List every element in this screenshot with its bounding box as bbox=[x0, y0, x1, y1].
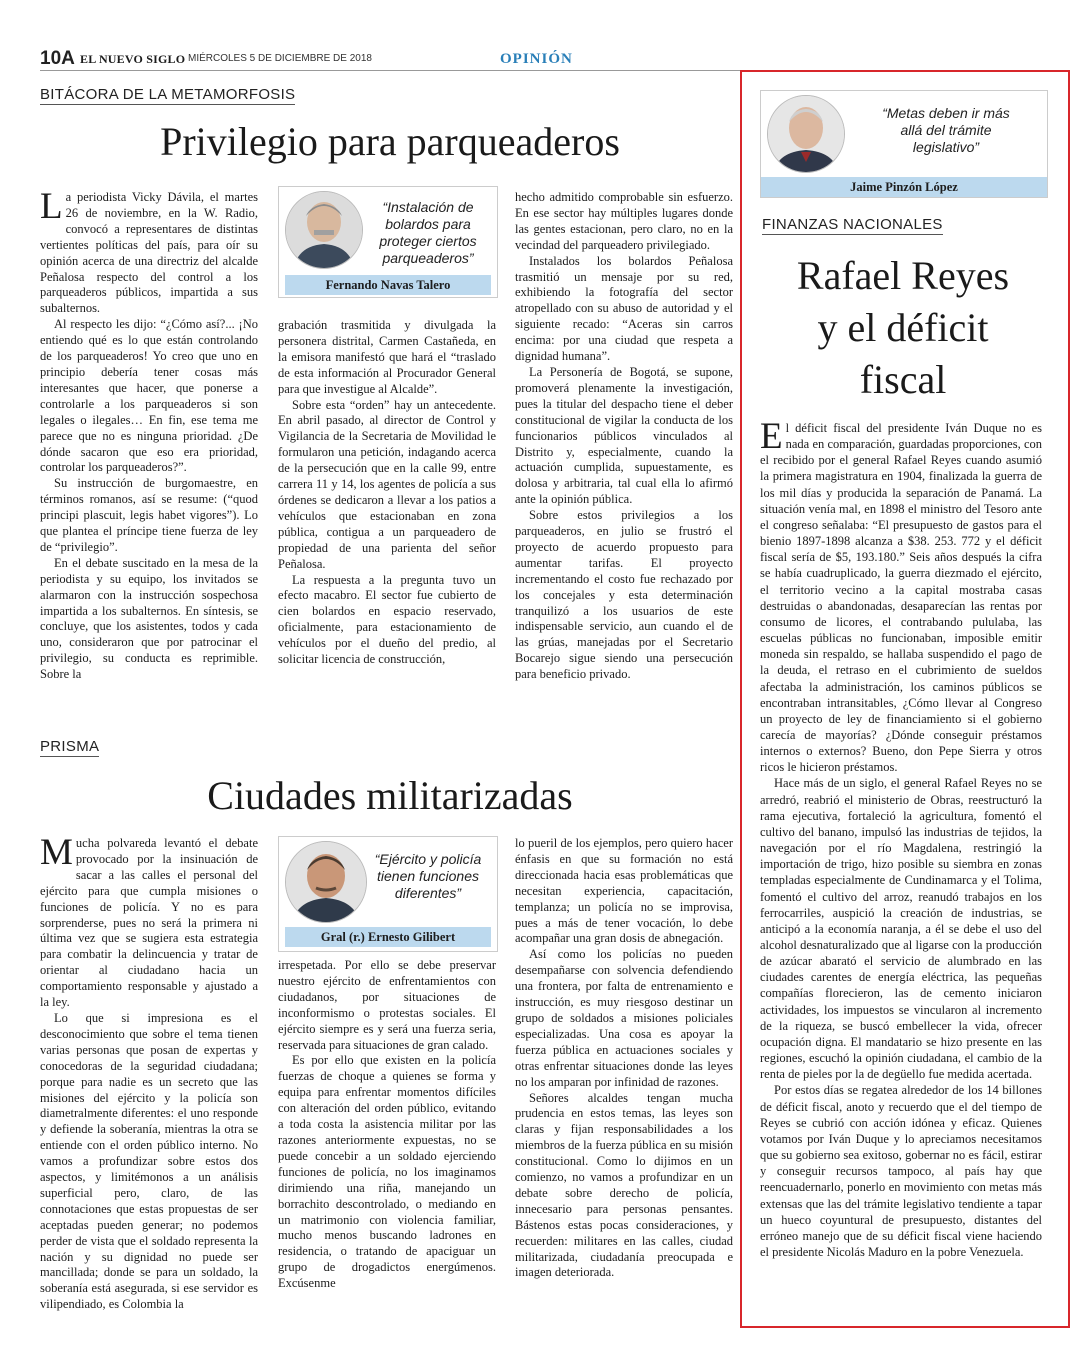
paragraph: Al respecto les dijo: “¿Cómo así?... ¡No entiendo qué es lo que están controlando de los parqueaderos! Yo creo que uno en principio debería tener cosas más interesantes que hacer, que ponerse a controlarle a los parqueaderos si son legales o ilegales… En fin, ese tema me parece que no es ninguna prioridad. ¿De dónde sacaron que eso era prioridad, controlar los parqueaderos?”. bbox=[40, 317, 258, 475]
article3-quote: “Metas deben ir más allá del trámite legislativo” bbox=[882, 105, 1010, 155]
paragraph: La respuesta a la pregunta tuvo un efecto macabro. El sector fue cubierto de cien bolardos en espacio reservado, oficialmente, para estacionamiento de vehículos por el dueño del predio, al solicitar licencia de construcción, bbox=[278, 572, 496, 667]
article1-column-3 bbox=[515, 190, 733, 683]
section-label: OPINIÓN bbox=[500, 51, 573, 67]
paragraph: En el debate suscitado en la mesa de la periodista y su equipo, los invitados se alarmaron con la instrucción sospechosa impartida a los subalternos. En síntesis, se concluye, que los asistentes, todos y cada uno, consideraron que por patrocinar el privilegio, su conducta es reprimible. Sobre la bbox=[40, 555, 258, 682]
article3-title-line: fiscal bbox=[859, 357, 947, 402]
dropcap: L bbox=[40, 186, 63, 227]
article2-column-2 bbox=[278, 958, 496, 1292]
newspaper-name: EL NUEVO SIGLO bbox=[80, 52, 186, 66]
article3-title bbox=[760, 250, 1046, 406]
paragraph: grabación trasmitida y divulgada la personera distrital, Carmen Castañeda, en la emisora manifestó que hará el “traslado de esta información al Procurador General para que investigue al Alcalde”. bbox=[278, 318, 496, 396]
paragraph: Lo que si impresiona es el desconocimiento que sobre el tema tienen varias personas que posan de expertas y conocedoras de la seguridad ciudadana; porque para nadie es un secreto que las misiones del ejército y la policía son diametralmente diferentes: el uno responde y defiende la soberanía, mientras la otra se entiende con el orden público interno. No vamos a profundizar sobre estos dos aspectos, y limitémonos a un análisis superficial pero, claro, de las connotaciones que estas propuestas de ser aceptadas pueden generar; no podemos perder de vista que el soldado representa la nación y su dignidad no puede ser mancillada; donde se para un soldado, la soberanía está asegurada, si ese servidor es vilipendiado, es Colombia la bbox=[40, 1010, 258, 1312]
article1-quote-box bbox=[278, 186, 498, 298]
paragraph: a periodista Vicky Dávila, el martes 26 de noviembre, en la W. Radio, convocó a representares de distintas vertientes políticas del país, para oír su opinión acerca de una directriz del alcalde Peñalosa respecto del control a los parqueaderos públicos, impartida a sus subalternos. bbox=[40, 190, 258, 316]
article1-author: Fernando Navas Talero bbox=[285, 275, 491, 295]
paragraph: irrespetada. Por ello se debe preservar nuestro ejército de enfrentamientos con ciudadanos, por situaciones de inconformismo o protestas sociales. El ejército siempre es y será una fuerza seria, reservada para situaciones de gran calado. bbox=[278, 958, 496, 1052]
paragraph: Por estos días se regatea alrededor de los 14 billones de déficit fiscal, anoto y recuerdo que el del tiempo de Reyes se cubrió con acción idónea y eficaz. Quienes votamos por Iván Duque y lo apreciamos necesitamos que su gobierno sea exitoso, gobernar no es fácil, estirar y conseguir recursos tampoco, al país hay que reencuadernarlo, ponerlo en movimiento con metas más extensas que las del trámite legislativo tendiente a tapar un hueco coyuntural de presupuesto, distantes del erróneo manejo que de su déficit fiscal viene haciendo el presidente Nicolás Maduro en la pobre Venezuela. bbox=[760, 1083, 1042, 1259]
paragraph: hecho admitido comprobable sin esfuerzo. En ese sector hay múltiples lugares donde las gentes estacionan, pero claro, no en la vecindad del parqueadero privilegiado. bbox=[515, 190, 733, 252]
portrait-ernesto-gilibert-icon bbox=[285, 841, 367, 923]
paragraph: La Personería de Bogotá, se supone, promoverá plenamente la investigación, pues la titular del despacho tiene el deber constitucional de vigilar la conducta de los funcionarios públicos vinculados al Distrito y, especialmente, cuando la actuación cumplida, supuestamente, es dolosa y arbitraria, tal cual ella lo afirmó ante la opinión pública. bbox=[515, 364, 733, 507]
article1-quote: “Instalación de bolardos para proteger ciertos parqueaderos” bbox=[379, 199, 477, 266]
portrait-jaime-pinzon-icon bbox=[767, 95, 845, 173]
article2-column-3 bbox=[515, 836, 733, 1281]
page-header bbox=[40, 48, 1070, 72]
paragraph: Instalados los bolardos Peñalosa trasmitió un mensaje por su red, exhibiendo la fotografía del sector atropellado con su abuso de autoridad y el siguiente recado: “Aceras sin carros encima: por una ciudad que respeta a dignidad humana”. bbox=[515, 253, 733, 364]
paragraph: Su instrucción de burgomaestre, en términos romanos, así se resume: (“quod principi plascuit, legis habet vigores”). Lo que plantea el príncipe tiene fuerza de ley de “privilegio”. bbox=[40, 476, 258, 554]
paragraph: Sobre esta “orden” hay un antecedente. En abril pasado, al director de Control y Vigilancia de la Secretaria de Movilidad le formularon una petición, indagando acerca de la persecución que en la calle 99, entre carrera 11 y 14, los agentes de policía a sus órdenes se dedicaron a llevar a los patios a vehículos que estacionaban en zona pública, contigua a un parqueadero de propiedad de una parienta del señor Peñalosa. bbox=[278, 397, 496, 571]
article2-quote: “Ejército y policía tienen funciones diferentes” bbox=[374, 851, 482, 901]
paragraph: Hace más de un siglo, el general Rafael Reyes no se arredró, reabrió el ministerio de Obras, reestructuró la rama ejecutiva, fortaleció la agricultura, fomentó el cultivo del banano, impulsó las industrias de tejidos, la navegación por el río Magdalena, restringió la importación de trigo, hizo posible su siembra en zonas templadas especialmente de Cundinamarca y el Tolima, fomentó el cultivo del arroz, reanudó trabajos en los ferrocarriles, auspició la creación de industrias, se anticipó a la economía naranja, a él se debe el uso del alcohol desnaturalizado que al ligarse con la producción de azúcar abarató el servicio de alumbrado en las ciudades carentes de energía eléctrica, las pequeñas compañías florecieron, las de cemento iniciaron actividades, los impuestos se vincularon al incremento de la riqueza, se buscó embellecer la vida, ofrecer ocupación digna. El mandatario se hizo presente en las regiones, escuchó la opinión ciudadana, el cambio de la renta de pieles por la de degüello fue medida acertada. bbox=[760, 776, 1042, 1082]
paragraph: Así como los policías no pueden desempañarse con solvencia defendiendo una frontera, por falta de entrenamiento e instrucción, es muy riesgoso destinar un grupo de soldados a misiones policiales especializadas. Una cosa es apoyar la fuerza pública en actuaciones sociales y otras enfrentar situaciones donde las leyes no los amparan por infinidad de razones. bbox=[515, 947, 733, 1089]
article1-kicker: BITÁCORA DE LA METAMORFOSIS bbox=[40, 86, 296, 103]
article3-author: Jaime Pinzón López bbox=[761, 177, 1047, 197]
article2-quote-box bbox=[278, 836, 498, 952]
article3-title-line: y el déficit bbox=[817, 305, 989, 350]
article2-kicker: PRISMA bbox=[40, 738, 100, 755]
paragraph: Es por ello que existen en la policía fuerzas de choque a quienes se forma y equipa para enfrentar momentos difíciles con alteración del orden público, evitando a toda costa la asistencia militar por las razones anteriormente expuestas, no se puede concebir a un soldado ejerciendo funciones de policía, no los imaginamos dirimiendo una riña, manejando un borrachito descontrolado, o mediando en un matrimonio con violencia familiar, mucho menos buscando ladrones en residencia, o tratando de apaciguar un grupo de drogadictos energúmenos. Excúsenme bbox=[278, 1053, 496, 1291]
article3-title-line: Rafael Reyes bbox=[796, 253, 1010, 298]
paragraph: lo pueril de los ejemplos, pero quiero hacer énfasis en que su formación no está direccionada hacia esas problemáticas que necesitan experiencia, capacitación, templanza; un policía no se improvisa, pues a más de tener vocación, lo debe acompañar una gran dosis de abnegación. bbox=[515, 836, 733, 946]
header-rule bbox=[40, 70, 740, 71]
dropcap: E bbox=[760, 416, 783, 457]
paragraph: ucha polvareda levantó el debate provocado por la insinuación de sacar a las calles el personal del ejército para que cumpla misiones o funciones de policía. Y no es para sorprenderse, pues no será la primera ni última vez que se sugiera esta estrategia para combatir la delincuencia y tratar de orientar al ciudadano hacia un comportamiento responsable y ajustado a la ley. bbox=[40, 836, 258, 1010]
article3-body bbox=[760, 416, 1042, 1260]
article2-title: Ciudades militarizadas bbox=[207, 773, 573, 818]
article3-kicker: FINANZAS NACIONALES bbox=[762, 216, 943, 233]
portrait-fernando-navas-icon bbox=[285, 191, 363, 269]
article3-quote-box bbox=[760, 90, 1048, 198]
article1-column-1 bbox=[40, 186, 258, 683]
paragraph: l déficit fiscal del presidente Iván Duque no es nada en comparación, guardadas proporciones, con el recibido por el general Rafael Reyes cuando asumió la primera magistratura en 1904, finalizada la guerra de los mil días y producida la separación de Panamá. La situación venía mal, en 1898 el ministro del Tesoro ante el congreso señalaba: “El presupuesto de gastos para el bienio 1897-1898 alcanza a $38. 253. 772 y el déficit fiscal sería de $5, 193.180.” Seis años después la cifra se había cuadruplicado, la guerra diezmado el ejército, el territorio vecino a la capital mostraba casas destruidas o abandonadas, desaparecían las rentas por consumo de licores, el contrabando pululaba, las escuelas públicas no funcionaban, imposible emitir moneda sin respaldo, se hallaba suspendido el pago de la deuda, el retraso en el cubrimiento de sueldos afectaba la administración, los caminos públicos se encontraban intransitables, ¿Cómo llevar al Congreso un proyecto de ley de financiamiento si el gobierno carecía de mayorías? ¿Dónde conseguir préstamos internos o externos? Bueno, don Pepe Sierra y otros ricos le hicieron préstamos. bbox=[760, 421, 1042, 775]
paragraph: Sobre estos privilegios a los parqueaderos, en julio se frustró el proyecto de acuerdo propuesto para aumentar tarifas. El proyecto incrementando el costo fue rechazado por los concejales y esta determinación tranquilizó a los usuarios de este indispensable servicio, aun cuando el de las grúas, manejadas por el Secretario Bocarejo sigue siendo una persecución para beneficio privado. bbox=[515, 508, 733, 682]
dropcap: M bbox=[40, 832, 73, 873]
article2-column-1 bbox=[40, 832, 258, 1313]
paragraph: Señores alcaldes tengan mucha prudencia en estos temas, las leyes son claras y fijan responsabilidades a los miembros de la fuerza pública en su misión constitucional. Como lo dijimos en un comienzo, no vamos a profundizar en un debate sobre derecho de policía, innecesario para personas pensantes. Bástenos estas pocas consideraciones, y recuerden: militares en las calles, ciudad militarizada, ciudadanía preocupada e imagen deteriorada. bbox=[515, 1090, 733, 1280]
page-number: 10A bbox=[40, 48, 75, 69]
article1-title: Privilegio para parqueaderos bbox=[160, 119, 620, 164]
issue-date: MIÉRCOLES 5 DE DICIEMBRE DE 2018 bbox=[188, 53, 372, 64]
article2-author: Gral (r.) Ernesto Gilibert bbox=[285, 927, 491, 947]
article1-column-2 bbox=[278, 318, 496, 668]
